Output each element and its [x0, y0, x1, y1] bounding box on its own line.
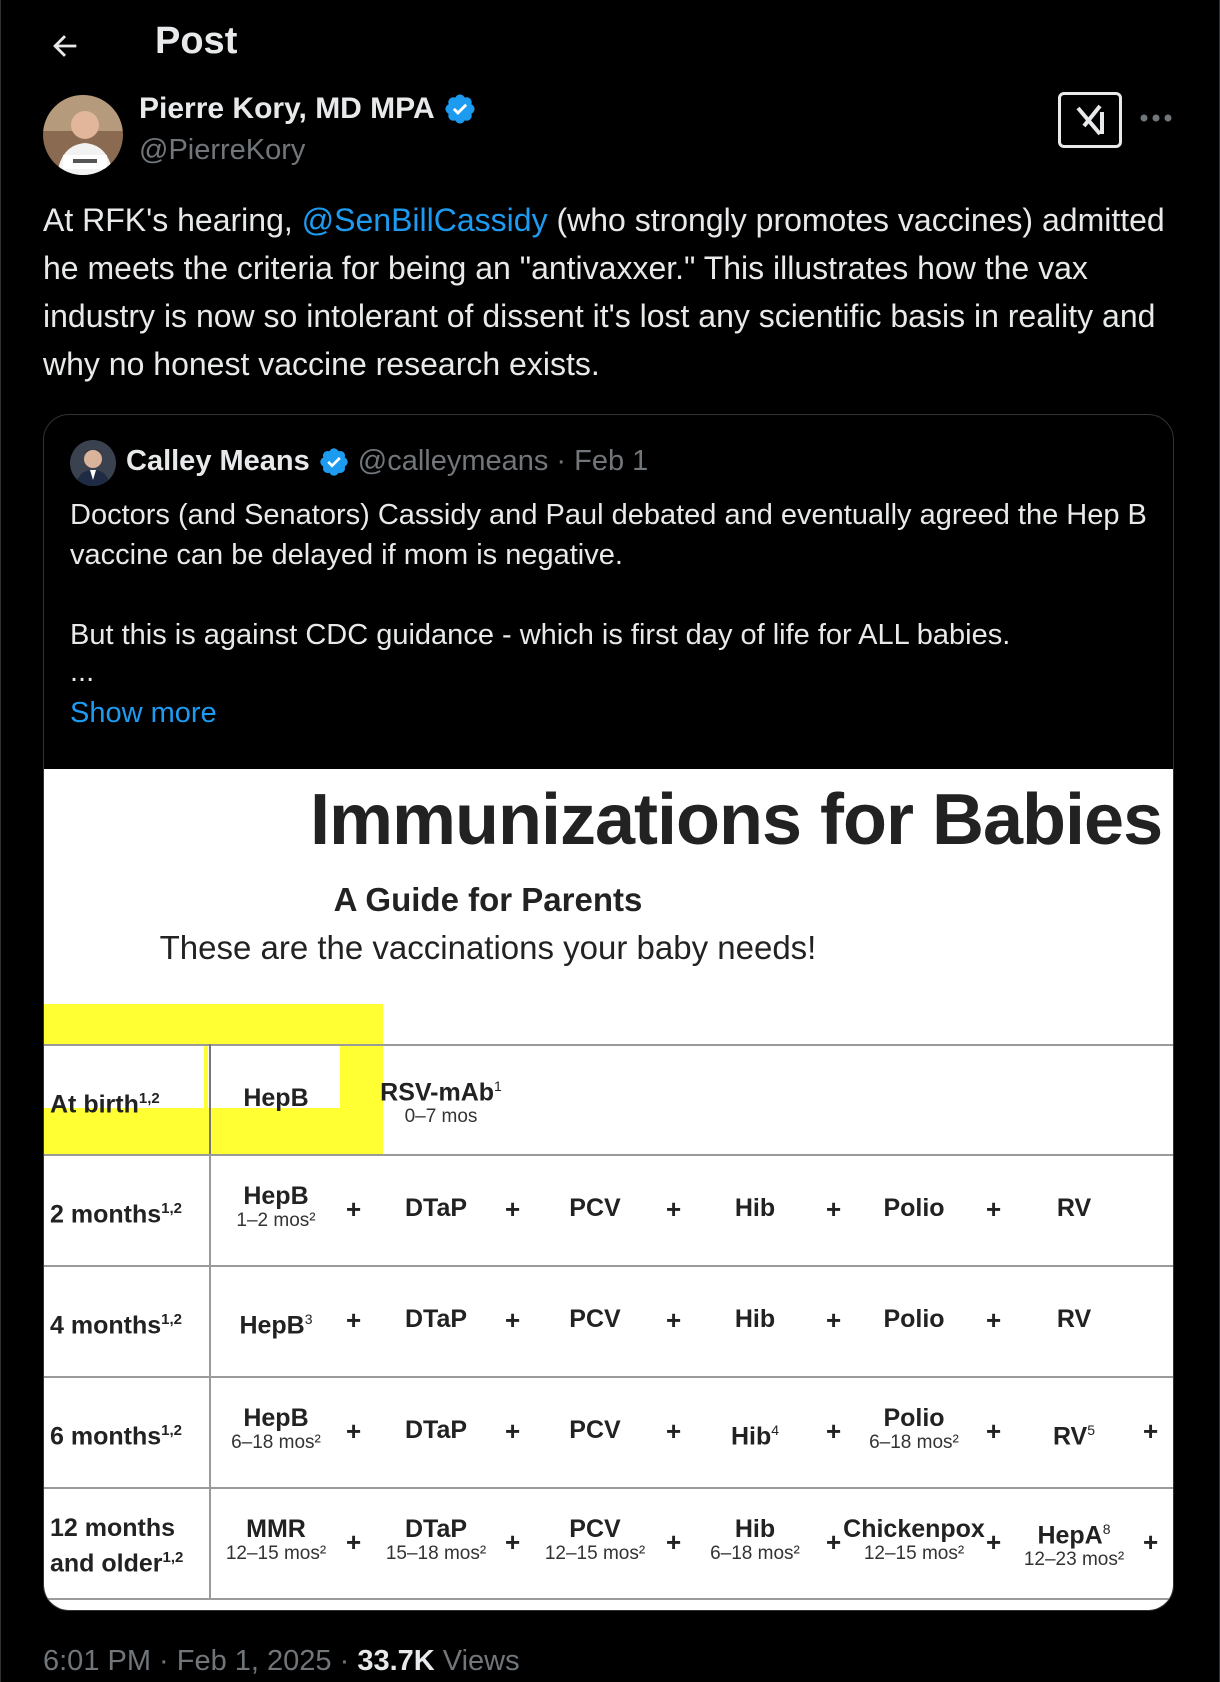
- plus-sign: +: [986, 1416, 1002, 1446]
- age-label-text: 6 months: [50, 1422, 162, 1451]
- vaccine-cell: [191, 1515, 361, 1565]
- plus-sign: +: [505, 1416, 521, 1446]
- plus-sign: +: [986, 1305, 1002, 1335]
- plus-sign: +: [346, 1527, 362, 1557]
- header: [1, 0, 1219, 88]
- vaccine-name: HepB: [239, 1311, 305, 1340]
- plus-sign: +: [826, 1305, 842, 1335]
- vaccine-cell: [191, 1404, 361, 1454]
- mention-link[interactable]: @SenBillCassidy: [301, 202, 548, 238]
- vaccine-age-range: 12–15 mos²: [863, 1543, 965, 1564]
- plus-sign: +: [346, 1305, 362, 1335]
- plus-sign: +: [986, 1527, 1002, 1557]
- vaccine-cell: [510, 1305, 680, 1333]
- vaccine-age-range: 1–2 mos²: [236, 1210, 316, 1231]
- age-label: [50, 1305, 182, 1340]
- plus-sign: +: [986, 1194, 1002, 1224]
- image-subtitle-2: These are the vaccinations your baby needs!: [159, 929, 817, 966]
- views-count: 33.7K: [357, 1645, 435, 1677]
- plus-sign: +: [346, 1194, 362, 1224]
- vaccine-cell: [829, 1305, 999, 1333]
- age-label-text: At birth: [50, 1090, 139, 1119]
- author-handle[interactable]: @PierreKory: [139, 134, 306, 166]
- vaccine-name: HepB: [243, 1182, 309, 1210]
- vaccine-footnote: 3: [304, 1311, 313, 1327]
- vaccine-footnote: 4: [771, 1422, 780, 1438]
- vaccine-name: DTaP: [404, 1416, 468, 1444]
- table-line: [44, 1044, 1174, 1046]
- table-line: [44, 1376, 1174, 1378]
- plus-sign: +: [505, 1305, 521, 1335]
- vaccine-name: RV: [1056, 1305, 1092, 1333]
- more-icon: [1139, 113, 1173, 123]
- vaccine-cell: [670, 1515, 840, 1565]
- vaccine-name: PCV: [569, 1515, 621, 1543]
- vaccine-age-range: 6–18 mos²: [869, 1432, 959, 1453]
- vaccine-name: Hib: [730, 1422, 772, 1451]
- plus-sign: +: [1143, 1416, 1159, 1446]
- vaccine-age-range: 15–18 mos²: [385, 1543, 487, 1564]
- vaccine-cell: [351, 1194, 521, 1222]
- tweet-text-part2: (who strongly promotes vaccines) admitted he meets the criteria for being an "antivaxxer." This illustrates how the vax industry is now so intolerant of dissent it's lost any scientific basis in reality and why no honest vaccine research exists.: [43, 202, 1165, 382]
- vaccine-age-range: 12–23 mos²: [1023, 1549, 1125, 1571]
- vaccine-cell: [510, 1416, 680, 1444]
- age-footnote: 1,2: [161, 1422, 182, 1439]
- age-label: [50, 1513, 183, 1578]
- vaccine-cell: [351, 1416, 521, 1444]
- vaccine-cell: [670, 1416, 840, 1450]
- vaccine-age-range: 12–15 mos²: [225, 1543, 327, 1564]
- tweet-text: [43, 196, 1183, 388]
- author-name[interactable]: [139, 92, 477, 126]
- vaccine-cell: [191, 1182, 361, 1232]
- vaccine-cell: [829, 1194, 999, 1222]
- vaccine-name: Polio: [883, 1194, 945, 1222]
- table-line: [44, 1154, 1174, 1156]
- vaccine-age-range: 0–7 mos: [404, 1106, 478, 1128]
- vaccine-name: Polio: [883, 1305, 945, 1333]
- age-label-text: 2 months: [50, 1200, 162, 1229]
- vaccine-cell: [670, 1194, 840, 1222]
- quote-author-name[interactable]: Calley Means: [126, 445, 310, 477]
- author-avatar[interactable]: [43, 95, 123, 175]
- vaccine-name: Hib: [734, 1305, 776, 1333]
- plus-sign: +: [666, 1527, 682, 1557]
- vaccine-cell: [510, 1194, 680, 1222]
- plus-sign: +: [346, 1416, 362, 1446]
- grok-icon: [1070, 100, 1110, 140]
- vaccine-name: DTaP: [404, 1515, 468, 1543]
- vaccine-cell: [670, 1305, 840, 1333]
- vaccine-name: RV: [1056, 1194, 1092, 1222]
- vaccine-name: HepA: [1037, 1521, 1103, 1550]
- age-footnote: 1,2: [161, 1200, 182, 1217]
- vaccine-age-range: 6–18 mos²: [710, 1543, 800, 1564]
- table-line: [44, 1487, 1174, 1489]
- plus-sign: +: [1143, 1527, 1159, 1557]
- vaccine-cell: [191, 1305, 361, 1339]
- grok-button[interactable]: [1058, 92, 1122, 148]
- plus-sign: +: [666, 1416, 682, 1446]
- vaccine-name: Hib: [734, 1515, 776, 1543]
- vaccine-age-range: 12–15 mos²: [544, 1543, 646, 1564]
- vaccine-cell: [829, 1404, 1002, 1454]
- plus-sign: +: [826, 1194, 842, 1224]
- vaccine-cell: [351, 1515, 521, 1565]
- vaccine-name: HepB: [243, 1404, 309, 1432]
- age-label-text: 4 months: [50, 1311, 162, 1340]
- vaccine-name: RV: [1052, 1422, 1088, 1451]
- plus-sign: +: [666, 1194, 682, 1224]
- age-label-line1: 12 months: [50, 1514, 176, 1542]
- more-button[interactable]: [1131, 98, 1181, 138]
- quote-ellipsis: ...: [70, 656, 95, 688]
- quote-avatar-image: [70, 440, 116, 486]
- quote-avatar[interactable]: [70, 440, 116, 486]
- vaccine-name: RSV-mAb: [380, 1078, 495, 1107]
- avatar-image: [43, 95, 123, 175]
- quote-text: [70, 495, 1150, 689]
- vaccine-name: PCV: [569, 1194, 621, 1222]
- page-title: Post: [155, 20, 238, 62]
- vaccine-footnote: 5: [1087, 1422, 1096, 1438]
- plus-sign: +: [505, 1527, 521, 1557]
- quote-header: [126, 445, 648, 478]
- vaccine-name: Chickenpox: [843, 1515, 985, 1543]
- age-label-line2: and older$^{1,2}$: [50, 1549, 184, 1578]
- post-timestamp[interactable]: 6:01 PM · Feb 1, 2025 ·: [43, 1645, 358, 1677]
- vaccine-cell: [510, 1515, 680, 1565]
- plus-sign: +: [505, 1194, 521, 1224]
- age-label: [50, 1194, 182, 1229]
- vaccine-name: DTaP: [404, 1194, 468, 1222]
- vaccine-name: Polio: [883, 1404, 945, 1432]
- age-label: [50, 1084, 160, 1119]
- show-more-link[interactable]: Show more: [70, 697, 217, 729]
- vaccine-cell: [829, 1515, 1002, 1565]
- vaccine-footnote: 1: [494, 1078, 502, 1094]
- plus-sign: +: [826, 1527, 842, 1557]
- age-footnote: 1,2: [138, 1090, 160, 1107]
- table-line: [44, 1265, 1174, 1267]
- age-label: [50, 1416, 182, 1451]
- vaccine-cell: [989, 1305, 1159, 1333]
- vaccine-name: HepB: [243, 1084, 309, 1112]
- back-button[interactable]: [41, 22, 89, 70]
- quote-date: · Feb 1: [556, 445, 649, 477]
- quote-image[interactable]: [44, 769, 1174, 1611]
- vaccine-cell: [351, 1305, 521, 1333]
- quote-paragraph-2: But this is against CDC guidance - which is first day of life for ALL babies.: [70, 619, 1011, 651]
- vaccine-name: Hib: [734, 1194, 776, 1222]
- quoted-tweet[interactable]: [43, 414, 1174, 1611]
- vaccine-name: PCV: [569, 1416, 621, 1444]
- age-footnote: 1,2: [161, 1311, 182, 1328]
- vaccine-name: MMR: [246, 1515, 306, 1543]
- vaccine-cell: [191, 1084, 361, 1112]
- quote-paragraph-1: Doctors (and Senators) Cassidy and Paul debated and eventually agreed the Hep B vaccine can be delayed if mom is negative.: [70, 499, 1147, 571]
- plus-sign: +: [826, 1416, 842, 1446]
- verified-badge-icon: [443, 92, 477, 126]
- quote-author-handle[interactable]: @calleymeans: [357, 445, 549, 477]
- table-line: [44, 1598, 1174, 1600]
- arrow-left-icon: [48, 29, 82, 63]
- image-title: Immunizations for Babies: [310, 780, 1163, 860]
- vaccine-age-range: 6–18 mos²: [231, 1432, 321, 1453]
- plus-sign: +: [666, 1305, 682, 1335]
- yellow-highlight: [44, 1004, 383, 1154]
- vaccine-cell: [356, 1072, 526, 1128]
- views-label: Views: [434, 1645, 520, 1677]
- author-name-text: Pierre Kory, MD MPA: [139, 92, 435, 125]
- vaccine-footnote: 8: [1102, 1521, 1111, 1537]
- vaccine-cell: [989, 1416, 1159, 1450]
- vaccine-name: PCV: [569, 1305, 621, 1333]
- tweet-text-part1: At RFK's hearing,: [43, 202, 302, 238]
- age-footnote: 1,2: [162, 1549, 184, 1566]
- image-subtitle: A Guide for Parents: [333, 881, 643, 918]
- vaccine-cell: [989, 1515, 1159, 1571]
- verified-badge-icon: [318, 446, 350, 478]
- vaccine-name: DTaP: [404, 1305, 468, 1333]
- post-footer: [43, 1645, 520, 1678]
- vaccine-cell: [989, 1194, 1159, 1222]
